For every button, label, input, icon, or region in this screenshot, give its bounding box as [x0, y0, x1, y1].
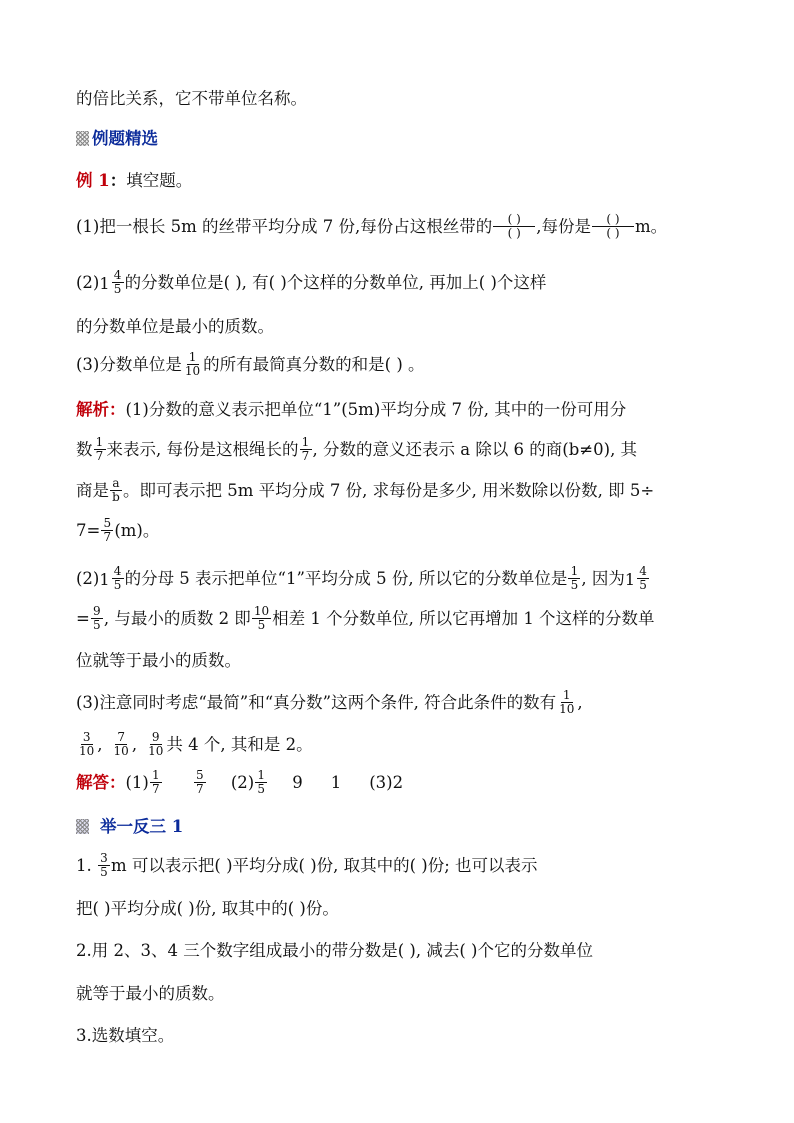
q2-den: 5 [113, 282, 122, 296]
e2-l2: 就等于最小的质数。 [76, 984, 225, 1003]
ans-f1d: 7 [152, 782, 160, 796]
q1-text-a: (1)把一根长 5m 的丝带平均分成 7 份,每份占这根丝带的 [76, 217, 493, 236]
a1-f2 [300, 436, 312, 463]
a2-f3d: 5 [257, 618, 266, 632]
a1-f2d: 7 [301, 449, 310, 463]
example-heading [76, 168, 726, 194]
a2-f2 [91, 605, 103, 632]
exercise-2-line-1 [76, 938, 726, 964]
a1-l4b: (m)。 [114, 521, 160, 540]
analysis-p3-line-2 [76, 732, 726, 759]
q3-num: 1 [187, 351, 199, 365]
a2-f2d: 5 [93, 618, 101, 632]
question-2-line-1 [76, 270, 726, 297]
ans-f2d: 7 [196, 782, 204, 796]
section-heading-examples [76, 126, 726, 152]
a3-sep1: , [97, 735, 103, 754]
a2-m2w: 1 [624, 569, 636, 589]
a1-f3 [110, 477, 122, 504]
a1-l3a: 商是 [76, 481, 109, 500]
a3-f1 [557, 689, 576, 716]
a2-f1 [568, 565, 580, 592]
section-title: 例题精选 [92, 129, 158, 148]
exercise-1-line-2 [76, 896, 726, 922]
q2-num: 4 [112, 269, 124, 283]
ans-f3d: 5 [257, 782, 266, 796]
a2-m2d: 5 [639, 578, 647, 592]
section-marker-icon [76, 819, 89, 834]
a3-l1b: , [577, 693, 583, 712]
a3-f2 [77, 731, 96, 758]
a2-f3n: 10 [253, 604, 270, 618]
q2-frac [112, 269, 124, 296]
ans-v2: 1 [330, 773, 342, 792]
section-marker-icon [76, 131, 89, 146]
ans-f2n: 5 [194, 769, 206, 783]
a3-l2b: 共 4 个, 其和是 2。 [166, 735, 313, 754]
section-title: 举一反三 1 [100, 817, 184, 836]
q2-text-2: 的分数单位是最小的质数。 [76, 317, 274, 336]
analysis-p1-line-2 [76, 437, 726, 464]
analysis-label: 解析： [76, 400, 126, 419]
a2-f2n: 9 [91, 605, 103, 619]
a2-l1b: 的分母 5 表示把单位“1”平均分成 5 份, 所以它的分数单位是 [124, 569, 568, 588]
q3-fraction [183, 351, 202, 378]
a2-l1c: , 因为 [581, 569, 625, 588]
question-2-line-2 [76, 314, 726, 340]
answer-label: 解答： [76, 773, 126, 792]
q3-text-a: (3)分数单位是 [76, 355, 182, 374]
a3-f4 [146, 731, 165, 758]
a3-l1a: (3)注意同时考虑“最简”和“真分数”这两个条件, 符合此条件的数有 [76, 693, 557, 712]
e1-prefix: 1. [76, 856, 97, 875]
q3-den: 10 [184, 364, 201, 378]
q1-blank-num: ( ) [592, 213, 634, 227]
e1-den: 5 [100, 865, 108, 879]
a3-f3n: 7 [115, 731, 127, 745]
a1-f1 [94, 436, 106, 463]
a1-l2b: 来表示, 每份是这根绳长的 [106, 440, 299, 459]
analysis-p2-line-2 [76, 606, 726, 633]
a1-l2c: , 分数的意义还表示 a 除以 6 的商(b≠0), 其 [312, 440, 638, 459]
a3-f3 [112, 731, 131, 758]
ans-f3n: 1 [255, 769, 267, 783]
a3-f2d: 10 [79, 744, 95, 758]
a1-f1d: 7 [95, 449, 104, 463]
example-label: 例 1 [76, 171, 110, 190]
section-heading-practice [76, 814, 726, 840]
analysis-p1-line-4 [76, 518, 726, 545]
a3-sep2: , [131, 735, 138, 754]
q1-blank-den: ( ) [606, 226, 620, 240]
e2-l1: 2.用 2、3、4 三个数字组成最小的带分数是( ), 减去( )个它的分数单位 [76, 941, 593, 960]
a2-m1n: 4 [112, 565, 124, 579]
q1-blank-den: ( ) [507, 226, 521, 240]
a2-m2 [625, 566, 650, 593]
analysis-p1-line-1 [76, 397, 726, 423]
a3-f1d: 10 [559, 702, 575, 716]
a2-m1w: 1 [99, 569, 110, 589]
ans-v1: 9 [292, 773, 303, 792]
a1-l2a: 数 [76, 440, 93, 459]
a1-f3n: a [110, 477, 122, 491]
e3-l1: 3.选数填空。 [76, 1026, 175, 1045]
example-colon: ： [109, 171, 127, 190]
q1-text-c: m。 [635, 217, 668, 236]
q1-blank-fraction-1 [493, 213, 535, 240]
intro-tail-text: 的倍比关系，它不带单位名称。 [76, 89, 307, 108]
example-task: 填空题。 [126, 171, 193, 190]
e1-l2: 把( )平均分成( )份, 取其中的( )份。 [76, 899, 339, 918]
ans-f1 [150, 769, 162, 796]
a1-f2n: 1 [300, 436, 312, 450]
answer-line [76, 770, 726, 797]
q2-whole: 1 [99, 273, 110, 293]
a3-f1n: 1 [561, 689, 573, 703]
exercise-2-line-2 [76, 981, 726, 1007]
ans-f2 [194, 769, 206, 796]
a2-l1a: (2) [76, 569, 100, 588]
q3-text-b: 的所有最简真分数的和是( ) 。 [203, 355, 425, 374]
a3-f4n: 9 [150, 731, 162, 745]
a2-f1n: 1 [568, 565, 580, 579]
analysis-p2-line-3 [76, 648, 726, 674]
e1-frac [98, 852, 110, 879]
e1-text: m 可以表示把( )平均分成( )份, 取其中的( )份; 也可以表示 [111, 856, 538, 875]
intro-tail [76, 86, 726, 112]
ans-a2: (2) [230, 773, 255, 792]
q1-blank-fraction-2 [592, 213, 634, 240]
a1-f3d: b [112, 490, 120, 504]
q2-mixed-number [99, 270, 124, 297]
a1-f4 [101, 517, 113, 544]
q1-text-b: ,每份是 [536, 217, 591, 236]
ans-f1n: 1 [150, 769, 162, 783]
analysis-p2-line-1 [76, 566, 726, 593]
analysis-p1-l1: (1)分数的意义表示把单位“1”(5m)平均分成 7 份, 其中的一份可用分 [125, 400, 627, 419]
a2-m1 [99, 566, 124, 593]
a2-m2n: 4 [637, 565, 649, 579]
a2-l3: 位就等于最小的质数。 [76, 651, 241, 670]
a2-l2b: , 与最小的质数 2 即 [103, 609, 251, 628]
a1-l4a: 7= [76, 521, 101, 540]
ans-a3: (3)2 [369, 773, 404, 792]
a3-f2n: 3 [81, 731, 93, 745]
ans-f3 [255, 769, 267, 796]
a1-f1n: 1 [94, 436, 106, 450]
a2-m1f [112, 565, 124, 592]
a2-l2a: = [76, 609, 90, 628]
a1-f4n: 5 [101, 517, 113, 531]
analysis-p3-line-1 [76, 690, 726, 717]
a2-f1d: 5 [570, 578, 579, 592]
a1-f4d: 7 [103, 530, 112, 544]
a2-m2f [637, 565, 649, 592]
question-3 [76, 352, 726, 379]
question-1 [76, 214, 726, 241]
exercise-1-line-1 [76, 853, 726, 880]
analysis-p1-line-3 [76, 478, 726, 505]
q1-blank-num: ( ) [493, 213, 535, 227]
e1-num: 3 [98, 852, 110, 866]
a2-m1d: 5 [113, 578, 122, 592]
q2-text: 的分数单位是( ), 有( )个这样的分数单位, 再加上( )个这样 [124, 273, 547, 292]
a3-f4d: 10 [148, 744, 164, 758]
a2-l2c: 相差 1 个分数单位, 所以它再增加 1 个这样的分数单 [272, 609, 655, 628]
a2-f3 [252, 605, 271, 632]
exercise-3 [76, 1023, 726, 1049]
ans-a1: (1) [125, 773, 149, 792]
a3-f3d: 10 [113, 744, 129, 758]
a1-l3b: 。即可表示把 5m 平均分成 7 份, 求每份是多少, 用米数除以份数, 即 5÷ [123, 481, 655, 500]
q2-prefix: (2) [76, 273, 100, 292]
